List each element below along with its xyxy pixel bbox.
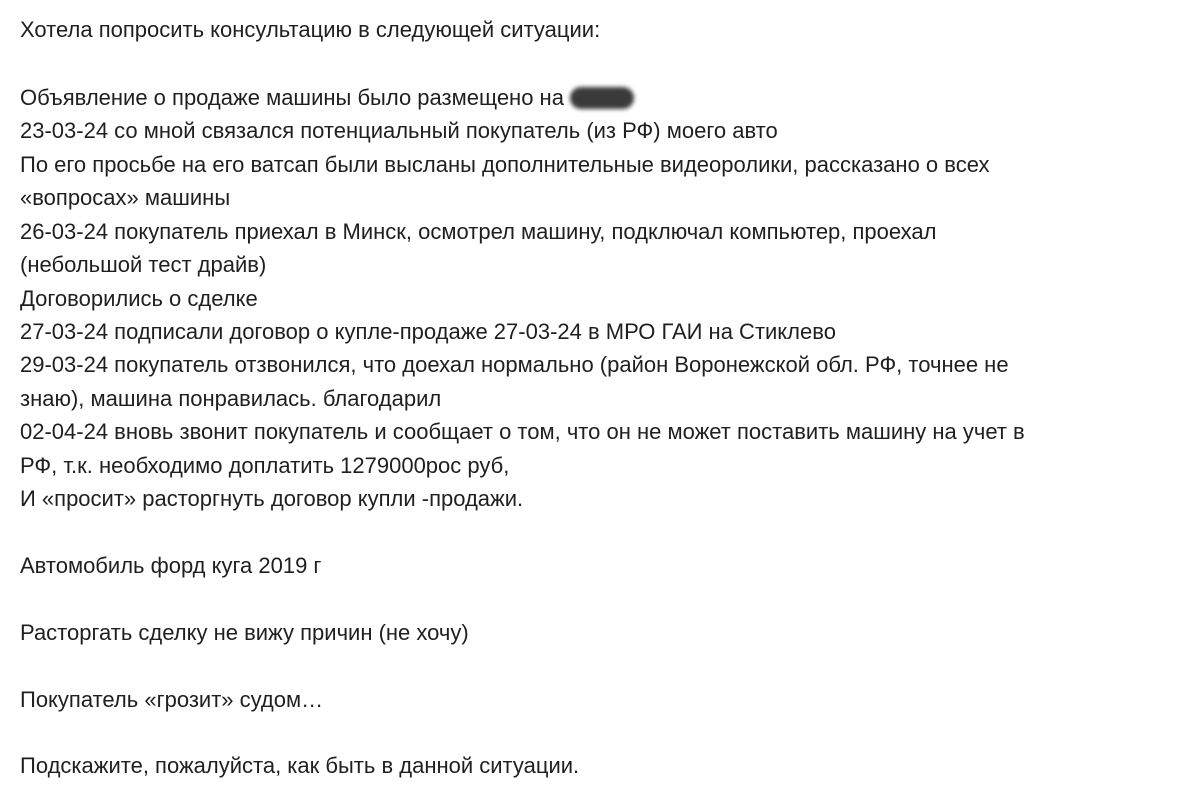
- request-line: И «просит» расторгнуть договор купли -продажи.: [20, 486, 524, 511]
- visit-line-1: 26-03-24 покупатель приехал в Минск, осмотрел машину, подключал компьютер, проехал: [20, 219, 937, 244]
- car-line: Автомобиль форд куга 2019 г: [20, 553, 322, 578]
- call-line-2: знаю), машина понравилась. благодарил: [20, 386, 442, 411]
- call-line-1: 29-03-24 покупатель отзвонился, что доехал нормально (район Воронежской обл. РФ, точнее не: [20, 352, 1009, 377]
- problem-line-1: 02-04-24 вновь звонит покупатель и сообщает о том, что он не может поставить машину на учет в: [20, 419, 1025, 444]
- question-line: Подскажите, пожалуйста, как быть в данной ситуации.: [20, 753, 580, 778]
- contract-line: 27-03-24 подписали договор о купле-продаже 27-03-24 в МРО ГАИ на Стиклево: [20, 319, 836, 344]
- agreement-line: Договорились о сделке: [20, 286, 258, 311]
- videos-line-1: По его просьбе на его ватсап были высланы дополнительные видеоролики, рассказано о всех: [20, 152, 990, 177]
- ad-line-text: Объявление о продаже машины было размещено на: [20, 85, 564, 110]
- greeting-line: Хотела попросить консультацию в следующей ситуации:: [20, 17, 601, 42]
- ad-line: [20, 84, 634, 112]
- contact-line: 23-03-24 со мной связался потенциальный покупатель (из РФ) моего авто: [20, 118, 778, 143]
- refusal-line: Расторгать сделку не вижу причин (не хочу): [20, 620, 469, 645]
- videos-line-2: «вопросах» машины: [20, 185, 231, 210]
- redacted-site-blur: [570, 87, 634, 109]
- visit-line-2: (небольшой тест драйв): [20, 252, 267, 277]
- problem-line-2: РФ, т.к. необходимо доплатить 1279000рос руб,: [20, 453, 510, 478]
- threat-line: Покупатель «грозит» судом…: [20, 687, 324, 712]
